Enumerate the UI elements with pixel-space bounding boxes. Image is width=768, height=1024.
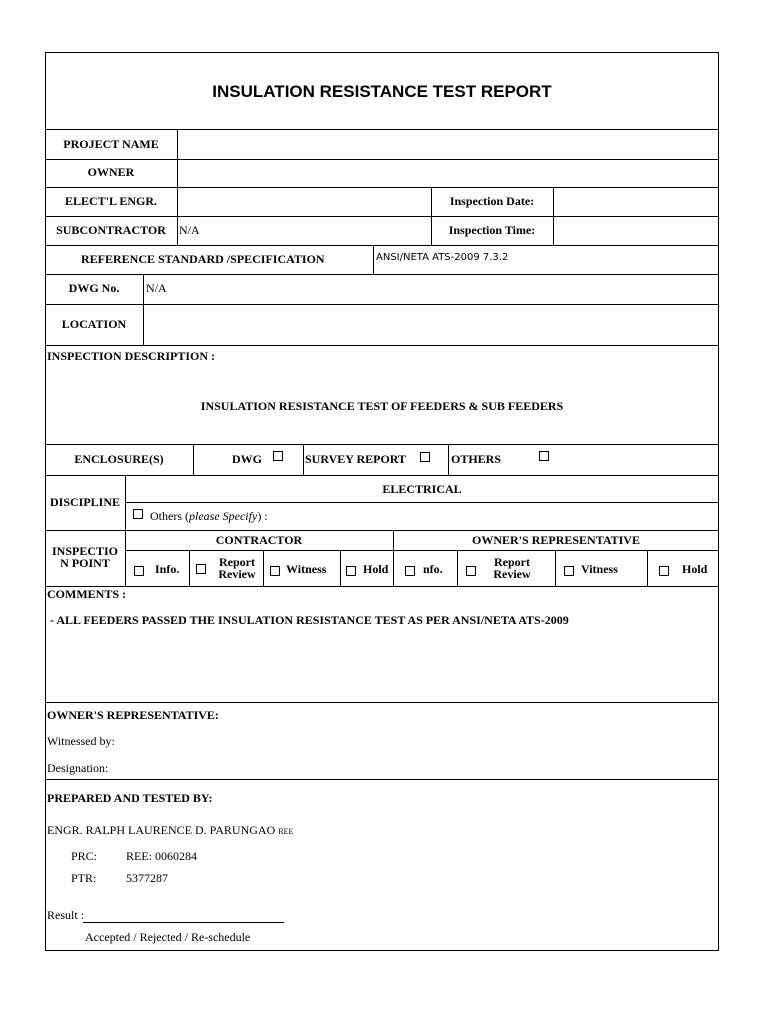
divider: [340, 550, 341, 586]
contractor-report-line2: Review: [218, 567, 256, 581]
contractor-witness-label: Witness: [286, 562, 327, 576]
discipline-others-italic: please Specify: [189, 509, 258, 523]
divider: [448, 444, 449, 475]
enclosure-dwg-label: DWG: [232, 452, 262, 466]
owner-witness-checkbox[interactable]: [564, 566, 574, 576]
divider: [555, 550, 556, 586]
result-signature-line[interactable]: [83, 922, 284, 923]
owner-rep-label: OWNER'S REPRESENTATIVE:: [47, 708, 219, 722]
divider: [45, 345, 719, 346]
inspection-point-label-line1: INSPECTIO: [51, 544, 119, 558]
electl-engr-label: ELECT'L ENGR.: [64, 194, 158, 208]
divider: [45, 779, 719, 780]
divider: [45, 159, 719, 160]
engineer-name: ENGR. RALPH LAURENCE D. PARUNGAO: [47, 823, 276, 837]
prc-label: PRC:: [71, 849, 98, 863]
divider: [45, 216, 719, 217]
divider: [45, 702, 719, 703]
result-options: Accepted / Rejected / Re-schedule: [85, 930, 251, 944]
comments-text: - ALL FEEDERS PASSED THE INSULATION RESISTANCE TEST AS PER ANSI/NETA ATS-2009: [50, 613, 569, 627]
witnessed-by-label: Witnessed by:: [47, 734, 115, 748]
contractor-info-checkbox[interactable]: [134, 566, 144, 576]
designation-label: Designation:: [47, 761, 109, 775]
project-name-label: PROJECT NAME: [63, 137, 159, 151]
enclosure-dwg-checkbox[interactable]: [273, 451, 283, 461]
divider: [263, 550, 264, 586]
enclosure-survey-report-label: SURVEY REPORT: [305, 452, 407, 466]
divider: [553, 187, 554, 245]
ptr-label: PTR:: [71, 871, 97, 885]
ptr-value: 5377287: [126, 871, 168, 885]
inspection-point-label: [45, 545, 125, 569]
comments-label: COMMENTS :: [47, 587, 126, 601]
divider: [125, 550, 719, 551]
discipline-others-prefix: Others (: [150, 509, 189, 523]
result-label: Result :: [47, 908, 85, 922]
owner-report-review-label: [486, 556, 538, 580]
owner-info-checkbox[interactable]: [405, 566, 415, 576]
divider: [457, 550, 458, 586]
prc-value: REE: 0060284: [126, 849, 197, 863]
inspection-time-field[interactable]: [556, 218, 717, 244]
divider: [143, 274, 144, 345]
report-title: INSULATION RESISTANCE TEST REPORT: [212, 82, 552, 101]
prepared-by-label: PREPARED AND TESTED BY:: [47, 791, 213, 805]
enclosure-others-checkbox[interactable]: [539, 451, 549, 461]
divider: [45, 304, 719, 305]
owner-hold-checkbox[interactable]: [659, 566, 669, 576]
engineer-suffix: REE: [278, 827, 294, 836]
discipline-others-suffix: ) :: [257, 509, 268, 523]
contractor-report-line1: Report: [219, 555, 255, 569]
owner-field[interactable]: [180, 161, 717, 186]
divider: [45, 274, 719, 275]
discipline-value: ELECTRICAL: [382, 482, 462, 496]
contractor-report-review-checkbox[interactable]: [196, 564, 206, 574]
inspection-description-label: INSPECTION DESCRIPTION :: [47, 349, 216, 363]
divider: [45, 444, 719, 445]
contractor-info-label: Info.: [155, 562, 180, 576]
divider: [373, 245, 374, 274]
inspection-time-label: Inspection Time:: [448, 223, 536, 237]
owner-witness-label: Vitness: [581, 562, 618, 576]
enclosure-others-label: OTHERS: [451, 452, 502, 466]
divider: [177, 129, 178, 245]
enclosure-survey-report-checkbox[interactable]: [420, 452, 430, 462]
enclosures-label: ENCLOSURE(S): [74, 452, 164, 466]
contractor-header: CONTRACTOR: [215, 533, 303, 547]
location-field[interactable]: [146, 306, 717, 344]
owner-report-line1: Report: [494, 555, 530, 569]
divider: [303, 444, 304, 475]
inspection-point-label-line2: N POINT: [60, 556, 110, 570]
owner-report-review-checkbox[interactable]: [466, 566, 476, 576]
divider: [45, 187, 719, 188]
contractor-report-review-label: [212, 556, 262, 580]
discipline-others-label: [150, 509, 268, 524]
discipline-others-checkbox[interactable]: [133, 509, 143, 519]
divider: [45, 245, 719, 246]
owners-representative-header: OWNER'S REPRESENTATIVE: [472, 533, 640, 547]
divider: [193, 444, 194, 475]
divider: [189, 550, 190, 586]
divider: [45, 129, 719, 130]
inspection-date-field[interactable]: [556, 189, 717, 215]
contractor-hold-checkbox[interactable]: [346, 566, 356, 576]
dwg-no-value: N/A: [146, 281, 167, 295]
divider: [647, 550, 648, 586]
prepared-by-name: [47, 823, 293, 838]
contractor-witness-checkbox[interactable]: [270, 566, 280, 576]
dwg-no-label: DWG No.: [68, 281, 120, 295]
discipline-label: DISCIPLINE: [49, 495, 121, 509]
owner-label: OWNER: [87, 165, 135, 179]
subcontractor-label: SUBCONTRACTOR: [56, 223, 166, 237]
reference-standard-value: ANSI/NETA ATS-2009 7.3.2: [376, 252, 509, 263]
owner-hold-label: Hold: [682, 562, 708, 576]
reference-standard-label: REFERENCE STANDARD /SPECIFICATION: [81, 252, 325, 266]
electl-engr-field[interactable]: [180, 189, 430, 215]
divider: [45, 475, 719, 476]
owner-info-label: nfo.: [423, 562, 443, 576]
project-name-field[interactable]: [180, 131, 717, 158]
owner-report-line2: Review: [493, 567, 531, 581]
subcontractor-value: N/A: [179, 223, 200, 237]
contractor-hold-label: Hold: [363, 562, 389, 576]
location-label: LOCATION: [61, 317, 127, 331]
divider: [45, 530, 719, 531]
inspection-description-value: INSULATION RESISTANCE TEST OF FEEDERS & SUB FEEDERS: [200, 399, 564, 413]
divider: [125, 502, 719, 503]
inspection-date-label: Inspection Date:: [449, 194, 535, 208]
divider: [45, 586, 719, 587]
